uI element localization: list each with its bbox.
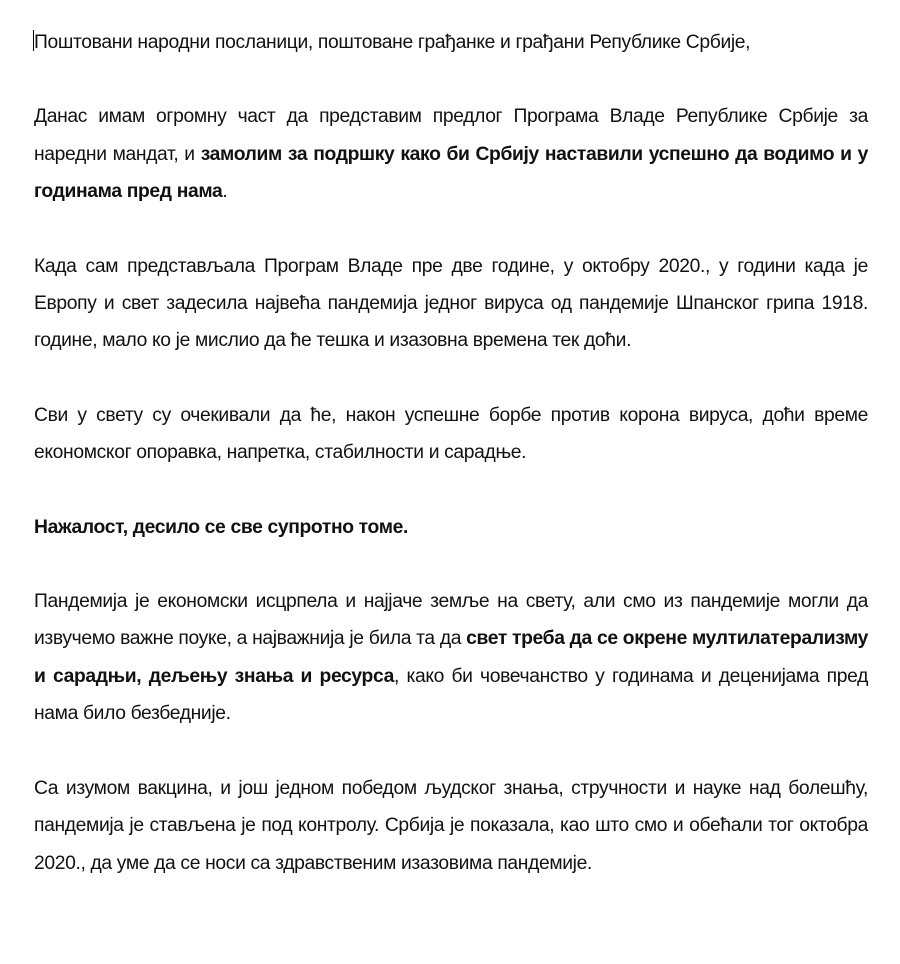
text-segment: , како би човечанство у годинама и деценијама пред нама било безбедније. (34, 665, 868, 725)
text-segment: Са изумом вакцина, и још једном победом људског знања, стручности и науке над болешћу, пандемија је стављена је под контролу. Србија је показала, као што смо и обећали тог октобра 2020., да уме да се носи са здравственим изазовима пандемије. (34, 777, 868, 874)
paragraph-intro[interactable] (34, 98, 868, 210)
text-segment: Пандемија је економски исцрпела и најјаче земље на свету, али смо из пандемије могли да извучемо важне поуке, а најважнија је била та да (34, 591, 868, 650)
paragraph-vaccines[interactable] (34, 770, 868, 882)
text-segment: Када сам представљала Програм Владе пре две године, у октобру 2020., у години када је Европу и свет задесила највећа пандемија једног вируса од пандемије Шпанског грипа 1918. године, мало ко је мислио да ће тешка и изазовна времена тек доћи. (34, 255, 868, 352)
bold-text-segment: свет треба да се окрене мултилатерализму и сарадњи, дељењу знања и ресурса (34, 628, 869, 687)
text-segment: . (222, 181, 228, 203)
text-segment: Поштовани народни посланици, поштоване грађанке и грађани Републике Србије, (34, 32, 751, 53)
paragraph-expectations[interactable] (34, 397, 868, 472)
paragraph-pandemic-lessons[interactable] (34, 583, 868, 733)
text-segment: Сви у свету су очекивали да ће, након успешне борбе против корона вируса, доћи време економског опоравка, напретка, стабилности и сарадње. (34, 404, 868, 464)
paragraph-greeting[interactable] (34, 24, 868, 61)
bold-text-segment: Нажалост, десило се све супротно томе. (34, 516, 408, 538)
text-segment: Данас имам огромну част да представим предлог Програма Владе Републике Србије за наредни мандат, и (34, 106, 868, 165)
paragraph-2020-program[interactable] (34, 248, 868, 360)
paragraph-unfortunately[interactable] (34, 509, 868, 546)
bold-text-segment: замолим за подршку како би Србију наставили успешно да водимо и у годинама пред нама (34, 143, 868, 203)
text-cursor (33, 30, 34, 51)
